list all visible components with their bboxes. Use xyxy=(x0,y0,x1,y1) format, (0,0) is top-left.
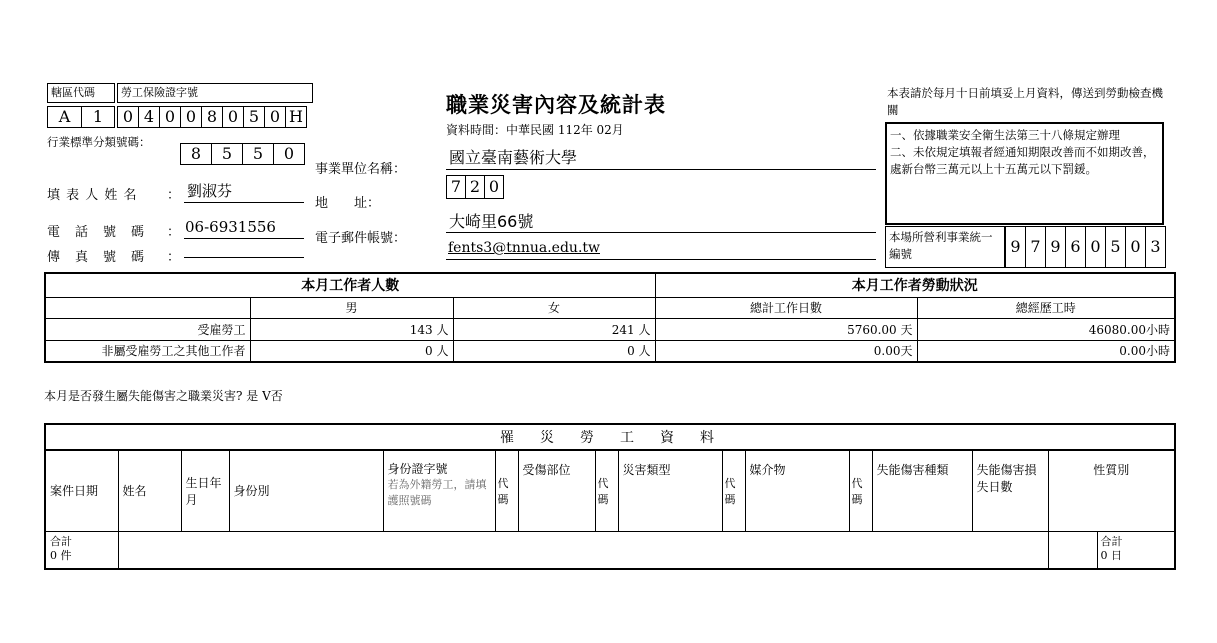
industry-code-label: 行業標準分類號碼： xyxy=(47,135,151,149)
col-code: 代碼 xyxy=(495,450,518,531)
work-days: 5760.00 天 xyxy=(655,318,917,340)
industry-code-digit: 5 xyxy=(211,143,243,165)
male-header: 男 xyxy=(250,297,453,318)
total-cases: 合計 0 件 xyxy=(45,531,118,569)
work-hours: 46080.00小時 xyxy=(917,318,1175,340)
col-identity: 身份別 xyxy=(229,450,383,531)
insurance-no-label-box xyxy=(117,83,313,103)
notice-top: 本表請於每月十日前填妥上月資料，傳送到勞動檢查機關 xyxy=(887,86,1163,117)
industry-code-boxes xyxy=(180,143,305,165)
total-hours-header: 總經歷工時 xyxy=(917,297,1175,318)
insurance-no-digit: 0 xyxy=(264,106,286,128)
postcode-digit: 7 xyxy=(446,175,466,199)
tax-id-digit: 9 xyxy=(1005,226,1026,268)
workers-table xyxy=(44,272,1176,363)
total-lost-days: 合計 0 日 xyxy=(1097,532,1175,568)
workers-count-header: 本月工作者人數 xyxy=(45,273,655,297)
colon: ： xyxy=(167,250,181,265)
id-no-label: 身份證字號 xyxy=(387,462,448,476)
tax-id-digit: 0 xyxy=(1085,226,1106,268)
phone-label: 電 話 號 碼 xyxy=(47,225,146,240)
colon: ： xyxy=(167,188,181,203)
insurance-no-digit: 0 xyxy=(117,106,139,128)
col-lost-days: 失能傷害損失日數 xyxy=(972,450,1048,531)
total-days-header: 總計工作日數 xyxy=(655,297,917,318)
col-id-no xyxy=(383,450,495,531)
data-period: 資料時間：中華民國 112年 02月 xyxy=(446,123,624,137)
id-no-note: 若為外籍勞工，請填護照號碼 xyxy=(387,478,487,507)
email-label: 電子郵件帳號： xyxy=(315,231,407,246)
col-medium: 媒介物 xyxy=(745,450,849,531)
row-label: 受雇勞工 xyxy=(45,318,250,340)
region-code-boxes xyxy=(47,106,115,128)
address-label: 地 址： xyxy=(315,196,381,211)
workers-status-header: 本月工作者勞動狀況 xyxy=(655,273,1175,297)
filler-name-label: 填 表 人 姓 名 xyxy=(47,188,138,203)
male-count: 143 人 xyxy=(250,318,453,340)
col-birth: 生日年月 xyxy=(181,450,229,531)
region-code-label-box xyxy=(47,83,115,103)
address-value: 大崎里66號 xyxy=(449,212,534,231)
col-nature: 性質別 xyxy=(1048,450,1175,531)
phone-value: 06-6931556 xyxy=(185,218,276,236)
industry-code-digit: 0 xyxy=(273,143,305,165)
notice-box: 一、依據職業安全衛生法第三十八條規定辦理 二、未依規定填報者經通知期限改善而不如期改善，處新台幣三萬元以上十五萬元以下罰鍰。 xyxy=(885,122,1164,225)
region-code-digit: A xyxy=(47,106,82,128)
tax-id-boxes xyxy=(1005,226,1166,268)
injury-table xyxy=(44,423,1176,570)
insurance-no-digit: 0 xyxy=(222,106,244,128)
col-name: 姓名 xyxy=(118,450,181,531)
female-header: 女 xyxy=(453,297,655,318)
col-code: 代碼 xyxy=(595,450,618,531)
region-code-label: 轄區代碼 xyxy=(51,86,95,99)
row-label: 非屬受雇勞工之其他工作者 xyxy=(45,340,250,362)
female-count: 241 人 xyxy=(453,318,655,340)
insurance-no-digit: 8 xyxy=(201,106,223,128)
insurance-no-boxes xyxy=(117,106,307,128)
postcode-digit: 0 xyxy=(484,175,504,199)
tax-id-digit: 7 xyxy=(1025,226,1046,268)
postcode-boxes xyxy=(446,175,504,199)
work-days: 0.00天 xyxy=(655,340,917,362)
tax-id-digit: 6 xyxy=(1065,226,1086,268)
tax-id-digit: 5 xyxy=(1105,226,1126,268)
tax-id-digit: 9 xyxy=(1045,226,1066,268)
col-code: 代碼 xyxy=(722,450,745,531)
tax-id-label: 本場所營利事業統一編號 xyxy=(885,226,1005,268)
injury-section-title: 罹 災 勞 工 資 料 xyxy=(45,424,1175,450)
insurance-no-digit: 4 xyxy=(138,106,160,128)
industry-code-digit: 5 xyxy=(242,143,274,165)
table-row xyxy=(45,340,1175,362)
col-part: 受傷部位 xyxy=(518,450,595,531)
fax-label: 傳 真 號 碼 xyxy=(47,250,146,265)
region-code-digit: 1 xyxy=(81,106,115,128)
insurance-no-digit: 5 xyxy=(243,106,265,128)
disability-question: 本月是否發生屬失能傷害之職業災害? 是 V否 xyxy=(44,389,283,403)
tax-id-digit: 0 xyxy=(1125,226,1146,268)
female-count: 0 人 xyxy=(453,340,655,362)
work-hours: 0.00小時 xyxy=(917,340,1175,362)
col-disability: 失能傷害種類 xyxy=(872,450,972,531)
table-row xyxy=(45,318,1175,340)
industry-code-digit: 8 xyxy=(180,143,212,165)
col-type: 災害類型 xyxy=(618,450,722,531)
employer-label: 事業單位名稱： xyxy=(315,162,407,177)
tax-id-digit: 3 xyxy=(1145,226,1166,268)
email-value: fents3@tnnua.edu.tw xyxy=(448,240,600,256)
colon: ： xyxy=(167,225,181,240)
insurance-no-digit: 0 xyxy=(159,106,181,128)
insurance-no-digit: 0 xyxy=(180,106,202,128)
page-title: 職業災害內容及統計表 xyxy=(446,92,666,117)
postcode-digit: 2 xyxy=(465,175,485,199)
col-code: 代碼 xyxy=(849,450,872,531)
insurance-no-label: 勞工保險證字號 xyxy=(121,86,198,99)
insurance-no-digit: H xyxy=(285,106,307,128)
col-date: 案件日期 xyxy=(45,450,118,531)
employer-name: 國立臺南藝術大學 xyxy=(449,148,578,167)
filler-name: 劉淑芬 xyxy=(187,182,233,200)
male-count: 0 人 xyxy=(250,340,453,362)
